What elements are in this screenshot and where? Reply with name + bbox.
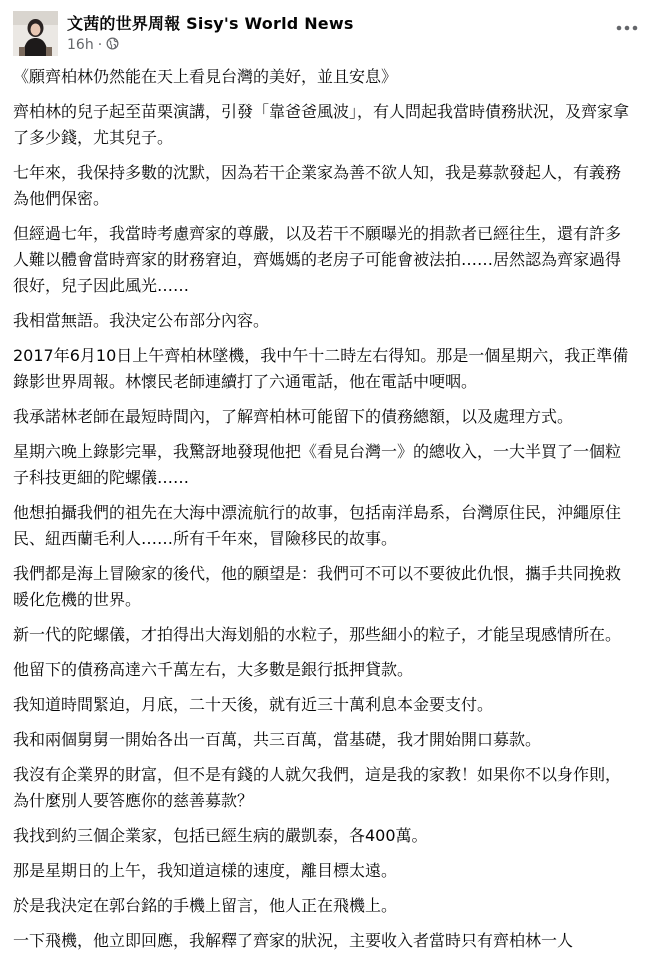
post-paragraph: 於是我決定在郭台銘的手機上留言，他人正在飛機上。 <box>13 896 398 915</box>
post-paragraph: 我知道時間緊迫，月底，二十天後，就有近三十萬利息本金要支付。 <box>13 695 494 714</box>
post-paragraph: 新一代的陀螺儀，才拍得出大海划船的水粒子，那些細小的粒子，才能呈現感情所在。 <box>13 625 622 644</box>
avatar-photo <box>13 11 58 56</box>
post-header <box>0 0 653 60</box>
more-options-button[interactable] <box>613 18 641 38</box>
post-paragraph: 我相當無語。我決定公布部分內容。 <box>13 311 270 330</box>
post-paragraph: 我和兩個舅舅一開始各出一百萬，共三百萬，當基礎，我才開始開口募款。 <box>13 730 542 749</box>
meta-separator: · <box>97 37 103 53</box>
post-paragraph: 我沒有企業界的財富，但不是有錢的人就欠我們，這是我的家教！如果你不以身作則， 為什麼別人要答應你的慈善募款？ <box>13 765 622 810</box>
post-paragraph: 一下飛機，他立即回應，我解釋了齊家的狀況，主要收入者當時只有齊柏林一人 <box>13 931 574 950</box>
post-paragraph: 他留下的債務高達六千萬左右，大多數是銀行抵押貸款。 <box>13 660 414 679</box>
post-meta <box>67 36 119 54</box>
post-paragraph: 那是星期日的上午，我知道這樣的速度，離目標太遠。 <box>13 861 398 880</box>
post-paragraph: 我找到約三個企業家，包括已經生病的嚴凱泰，各400萬。 <box>13 826 428 845</box>
post-paragraph: 七年來，我保持多數的沈默，因為若干企業家為善不欲人知，我是募款發起人，有義務 為他們保密。 <box>13 163 622 208</box>
post-paragraph: 2017年6月10日上午齊柏林墜機，我中午十二時左右得知。那是一個星期六，我正準備 錄影世界周報。林懷民老師連續打了六通電話，他在電話中哽咽。 <box>13 346 629 391</box>
post-paragraph: 星期六晚上錄影完畢，我驚訝地發現他把《看見台灣一》的總收入，一大半買了一個粒 子科技更細的陀螺儀…… <box>13 442 622 487</box>
globe-icon-glyph <box>106 37 119 50</box>
post-paragraph: 他想拍攝我們的祖先在大海中漂流航行的故事，包括南洋島系，台灣原住民，沖繩原住 民、紐西蘭毛利人……所有千年來，冒險移民的故事。 <box>13 503 622 548</box>
post-paragraph: 我們都是海上冒險家的後代，他的願望是：我們可不可以不要彼此仇恨，攜手共同挽救 暖化危機的世界。 <box>13 564 622 609</box>
post-body <box>13 64 640 963</box>
post-title: 《願齊柏林仍然能在天上看見台灣的美好，並且安息》 <box>13 67 398 86</box>
post-timestamp[interactable]: 16h <box>67 37 94 53</box>
post-paragraph: 但經過七年，我當時考慮齊家的尊嚴，以及若干不願曝光的捐款者已經往生，還有許多 人難以體會當時齊家的財務窘迫，齊媽媽的老房子可能會被法拍……居然認為齊家過得 很好，兒子因此風光…… <box>13 224 622 295</box>
author-name[interactable]: 文茜的世界周報 Sisy's World News <box>67 14 354 33</box>
post-paragraph: 齊柏林的兒子起至苗栗演講，引發「靠爸爸風波」，有人問起我當時債務狀況，及齊家拿 了多少錢，尤其兒子。 <box>13 102 630 147</box>
avatar[interactable] <box>13 11 58 56</box>
ellipsis-icon <box>616 25 638 31</box>
globe-icon[interactable] <box>106 37 119 54</box>
post-paragraph: 我承諾林老師在最短時間內，了解齊柏林可能留下的債務總額，以及處理方式。 <box>13 407 574 426</box>
